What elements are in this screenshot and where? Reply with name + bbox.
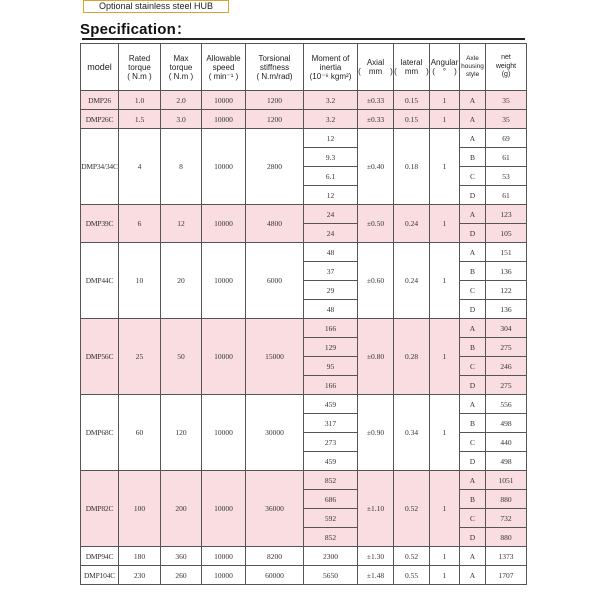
cell-net-weight: 498 — [486, 452, 527, 471]
cell-lateral: 0.15 — [394, 110, 430, 129]
cell-rated-torque: 10 — [119, 243, 161, 319]
cell-speed: 10000 — [202, 110, 246, 129]
cell-net-weight: 440 — [486, 433, 527, 452]
cell-net-weight: 69 — [486, 129, 527, 148]
col-header-net-weight: net weight (g) — [486, 44, 527, 91]
cell-inertia: 686 — [304, 490, 358, 509]
table-row — [81, 129, 527, 148]
cell-inertia: 852 — [304, 528, 358, 547]
cell-inertia: 3.2 — [304, 91, 358, 110]
cell-model: DMP56C — [81, 319, 119, 395]
cell-max-torque: 3.0 — [161, 110, 202, 129]
cell-net-weight: 151 — [486, 243, 527, 262]
cell-net-weight: 304 — [486, 319, 527, 338]
cell-inertia: 37 — [304, 262, 358, 281]
cell-lateral: 0.24 — [394, 205, 430, 243]
cell-lateral: 0.18 — [394, 129, 430, 205]
cell-axial: ±0.33 — [358, 110, 394, 129]
cell-rated-torque: 25 — [119, 319, 161, 395]
cell-axial: ±0.80 — [358, 319, 394, 395]
cell-angular: 1 — [430, 319, 460, 395]
cell-net-weight: 122 — [486, 281, 527, 300]
cell-axial: ±0.33 — [358, 91, 394, 110]
cell-angular: 1 — [430, 91, 460, 110]
cell-inertia: 592 — [304, 509, 358, 528]
cell-model: DMP68C — [81, 395, 119, 471]
cell-axle-style: D — [460, 300, 486, 319]
cell-inertia: 9.3 — [304, 148, 358, 167]
cell-inertia: 12 — [304, 186, 358, 205]
cell-axle-style: A — [460, 319, 486, 338]
cell-net-weight: 1707 — [486, 566, 527, 585]
cell-net-weight: 880 — [486, 528, 527, 547]
cell-net-weight: 498 — [486, 414, 527, 433]
table-row — [81, 205, 527, 224]
cell-inertia: 166 — [304, 319, 358, 338]
cell-stiffness: 1200 — [246, 110, 304, 129]
cell-inertia: 48 — [304, 243, 358, 262]
table-row — [81, 395, 527, 414]
cell-axle-style: B — [460, 490, 486, 509]
cell-net-weight: 880 — [486, 490, 527, 509]
col-header-model: model — [81, 44, 119, 91]
cell-angular: 1 — [430, 243, 460, 319]
cell-inertia: 95 — [304, 357, 358, 376]
cell-axle-style: A — [460, 205, 486, 224]
cell-rated-torque: 100 — [119, 471, 161, 547]
cell-angular: 1 — [430, 395, 460, 471]
cell-axial: ±1.30 — [358, 547, 394, 566]
cell-inertia: 2300 — [304, 547, 358, 566]
cell-axle-style: B — [460, 414, 486, 433]
cell-inertia: 166 — [304, 376, 358, 395]
cell-speed: 10000 — [202, 566, 246, 585]
cell-stiffness: 2800 — [246, 129, 304, 205]
cell-max-torque: 20 — [161, 243, 202, 319]
cell-inertia: 6.1 — [304, 167, 358, 186]
cell-speed: 10000 — [202, 129, 246, 205]
table-row — [81, 110, 527, 129]
cell-net-weight: 123 — [486, 205, 527, 224]
table-row — [81, 91, 527, 110]
cell-lateral: 0.34 — [394, 395, 430, 471]
cell-stiffness: 30000 — [246, 395, 304, 471]
cell-inertia: 12 — [304, 129, 358, 148]
cell-axle-style: A — [460, 547, 486, 566]
cell-inertia: 459 — [304, 452, 358, 471]
cell-net-weight: 35 — [486, 110, 527, 129]
cell-inertia: 24 — [304, 224, 358, 243]
cell-rated-torque: 230 — [119, 566, 161, 585]
cell-model: DMP26 — [81, 91, 119, 110]
cell-net-weight: 35 — [486, 91, 527, 110]
cell-lateral: 0.52 — [394, 547, 430, 566]
cell-axial: ±1.48 — [358, 566, 394, 585]
col-header-axial: Axial ( mm ) — [358, 44, 394, 91]
cell-max-torque: 120 — [161, 395, 202, 471]
cell-axle-style: D — [460, 376, 486, 395]
cell-speed: 10000 — [202, 205, 246, 243]
cell-model: DMP82C — [81, 471, 119, 547]
col-header-speed: Allowable speed ( min⁻¹ ) — [202, 44, 246, 91]
cell-inertia: 129 — [304, 338, 358, 357]
cell-inertia: 5650 — [304, 566, 358, 585]
table-row — [81, 566, 527, 585]
cell-inertia: 48 — [304, 300, 358, 319]
cell-axle-style: B — [460, 262, 486, 281]
optional-hub-label: Optional stainless steel HUB — [83, 0, 229, 13]
cell-speed: 10000 — [202, 319, 246, 395]
cell-inertia: 29 — [304, 281, 358, 300]
cell-stiffness: 15000 — [246, 319, 304, 395]
header-row — [81, 44, 527, 91]
cell-axle-style: A — [460, 566, 486, 585]
cell-net-weight: 556 — [486, 395, 527, 414]
cell-angular: 1 — [430, 110, 460, 129]
cell-max-torque: 50 — [161, 319, 202, 395]
cell-net-weight: 275 — [486, 376, 527, 395]
cell-net-weight: 61 — [486, 148, 527, 167]
cell-net-weight: 136 — [486, 262, 527, 281]
cell-speed: 10000 — [202, 471, 246, 547]
col-header-angular: Angular ( ° ) — [430, 44, 460, 91]
cell-net-weight: 246 — [486, 357, 527, 376]
col-header-lateral: lateral ( mm ) — [394, 44, 430, 91]
cell-axle-style: A — [460, 471, 486, 490]
cell-max-torque: 8 — [161, 129, 202, 205]
cell-axle-style: C — [460, 509, 486, 528]
cell-rated-torque: 180 — [119, 547, 161, 566]
specification-table — [80, 43, 527, 585]
cell-axle-style: A — [460, 243, 486, 262]
cell-rated-torque: 60 — [119, 395, 161, 471]
cell-axle-style: C — [460, 357, 486, 376]
cell-model: DMP39C — [81, 205, 119, 243]
cell-speed: 10000 — [202, 91, 246, 110]
cell-rated-torque: 4 — [119, 129, 161, 205]
cell-speed: 10000 — [202, 547, 246, 566]
cell-stiffness: 1200 — [246, 91, 304, 110]
cell-model: DMP44C — [81, 243, 119, 319]
cell-net-weight: 732 — [486, 509, 527, 528]
cell-angular: 1 — [430, 471, 460, 547]
cell-model: DMP34/34C — [81, 129, 119, 205]
table-row — [81, 547, 527, 566]
cell-axle-style: D — [460, 452, 486, 471]
cell-inertia: 273 — [304, 433, 358, 452]
cell-axle-style: A — [460, 110, 486, 129]
cell-net-weight: 275 — [486, 338, 527, 357]
cell-axle-style: A — [460, 395, 486, 414]
cell-stiffness: 8200 — [246, 547, 304, 566]
cell-model: DMP104C — [81, 566, 119, 585]
cell-angular: 1 — [430, 205, 460, 243]
cell-max-torque: 200 — [161, 471, 202, 547]
cell-rated-torque: 1.5 — [119, 110, 161, 129]
cell-lateral: 0.28 — [394, 319, 430, 395]
cell-axial: ±0.50 — [358, 205, 394, 243]
col-header-inertia: Moment of inertia (10⁻⁶ kgm²) — [304, 44, 358, 91]
cell-inertia: 3.2 — [304, 110, 358, 129]
cell-axial: ±0.90 — [358, 395, 394, 471]
cell-net-weight: 105 — [486, 224, 527, 243]
cell-stiffness: 6000 — [246, 243, 304, 319]
cell-net-weight: 61 — [486, 186, 527, 205]
cell-angular: 1 — [430, 547, 460, 566]
cell-net-weight: 1051 — [486, 471, 527, 490]
cell-lateral: 0.24 — [394, 243, 430, 319]
table-row — [81, 243, 527, 262]
table-row — [81, 319, 527, 338]
cell-lateral: 0.55 — [394, 566, 430, 585]
cell-axial: ±1.10 — [358, 471, 394, 547]
cell-axle-style: B — [460, 338, 486, 357]
cell-angular: 1 — [430, 566, 460, 585]
cell-axle-style: C — [460, 433, 486, 452]
cell-speed: 10000 — [202, 395, 246, 471]
cell-inertia: 317 — [304, 414, 358, 433]
cell-inertia: 459 — [304, 395, 358, 414]
cell-max-torque: 2.0 — [161, 91, 202, 110]
col-header-stiffness: Torsional stiffness ( N.m/rad) — [246, 44, 304, 91]
cell-axle-style: A — [460, 91, 486, 110]
cell-stiffness: 36000 — [246, 471, 304, 547]
cell-axle-style: B — [460, 148, 486, 167]
cell-max-torque: 360 — [161, 547, 202, 566]
col-header-max-torque: Max torque ( N.m ) — [161, 44, 202, 91]
col-header-rated-torque: Rated torque ( N.m ) — [119, 44, 161, 91]
cell-axle-style: C — [460, 167, 486, 186]
cell-speed: 10000 — [202, 243, 246, 319]
cell-net-weight: 136 — [486, 300, 527, 319]
cell-axial: ±0.40 — [358, 129, 394, 205]
table-row — [81, 471, 527, 490]
page-title: Specification： — [80, 21, 192, 38]
cell-inertia: 852 — [304, 471, 358, 490]
col-header-axle-style: Axle housing style — [460, 44, 486, 91]
cell-model: DMP26C — [81, 110, 119, 129]
cell-axle-style: C — [460, 281, 486, 300]
cell-axial: ±0.60 — [358, 243, 394, 319]
cell-lateral: 0.15 — [394, 91, 430, 110]
cell-axle-style: A — [460, 129, 486, 148]
cell-max-torque: 260 — [161, 566, 202, 585]
cell-max-torque: 12 — [161, 205, 202, 243]
cell-rated-torque: 1.0 — [119, 91, 161, 110]
cell-model: DMP94C — [81, 547, 119, 566]
cell-lateral: 0.52 — [394, 471, 430, 547]
cell-axle-style: D — [460, 186, 486, 205]
title-divider — [82, 38, 525, 40]
cell-net-weight: 1373 — [486, 547, 527, 566]
cell-stiffness: 60000 — [246, 566, 304, 585]
cell-rated-torque: 6 — [119, 205, 161, 243]
cell-axle-style: D — [460, 224, 486, 243]
cell-inertia: 24 — [304, 205, 358, 224]
cell-net-weight: 53 — [486, 167, 527, 186]
cell-stiffness: 4800 — [246, 205, 304, 243]
cell-axle-style: D — [460, 528, 486, 547]
cell-angular: 1 — [430, 129, 460, 205]
